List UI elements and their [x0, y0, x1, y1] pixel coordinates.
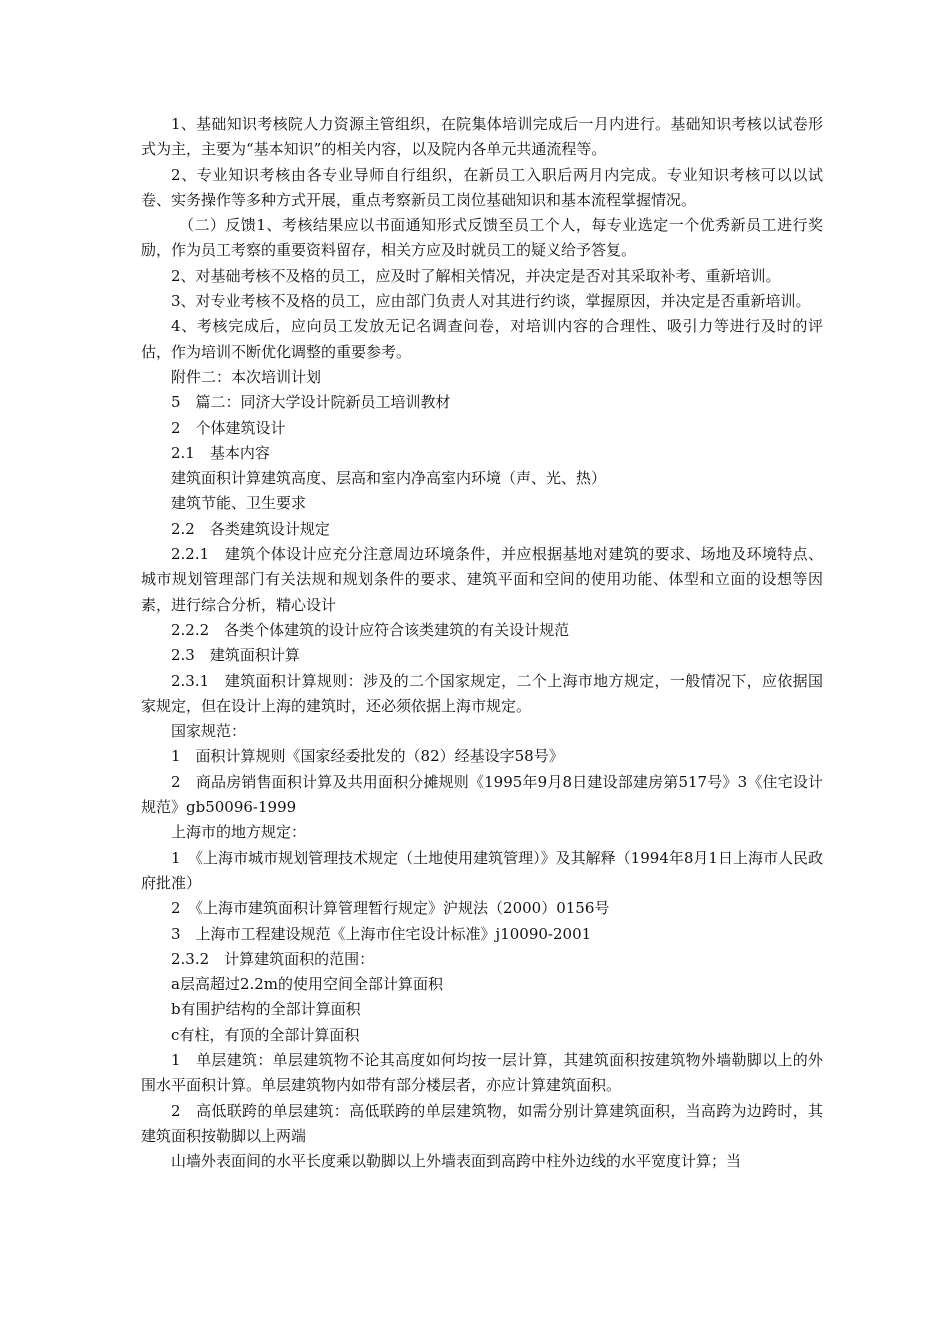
list-item: a层高超过2.2m的使用空间全部计算面积 — [171, 975, 444, 994]
paragraph: 2.2.2 各类个体建筑的设计应符合该类建筑的有关设计规范 — [171, 620, 570, 639]
list-item: b有围护结构的全部计算面积 — [171, 1000, 361, 1019]
list-item: 1 《上海市城市规划管理技术规定（土地使用建筑管理）》及其解释（1994年8月1日上海市人民政府批准） — [141, 848, 823, 892]
section-heading: 2 个体建筑设计 — [171, 418, 286, 437]
list-item: c有柱，有顶的全部计算面积 — [171, 1025, 360, 1044]
list-item: 2 《上海市建筑面积计算管理暂行规定》沪规法（2000）0156号 — [171, 899, 610, 918]
list-item: 3 上海市工程建设规范《上海市住宅设计标准》j10090-2001 — [171, 924, 592, 943]
paragraph: 上海市的地方规定： — [171, 823, 307, 842]
paragraph: 国家规范： — [171, 722, 247, 741]
paragraph: 建筑面积计算建筑高度、层高和室内净高室内环境（声、光、热） — [171, 469, 607, 488]
section-heading: 2.1 基本内容 — [171, 443, 270, 462]
document-page — [141, 112, 823, 1174]
list-item: 2 高低联跨的单层建筑：高低联跨的单层建筑物，如需分别计算建筑面积，当高跨为边跨时，其建筑面积按勒脚以上两端 — [141, 1101, 823, 1145]
paragraph: 山墙外表面间的水平长度乘以勒脚以上外墙表面到高跨中柱外边线的水平宽度计算；当 — [171, 1152, 742, 1171]
paragraph: 2、对基础考核不及格的员工，应及时了解相关情况，并决定是否对其采取补考、重新培训。 — [171, 266, 781, 285]
paragraph: 附件二：本次培训计划 — [171, 367, 322, 386]
section-heading: 5 篇二：同济大学设计院新员工培训教材 — [171, 393, 451, 412]
paragraph: 4、考核完成后，应向员工发放无记名调查问卷，对培训内容的合理性、吸引力等进行及时的评估，作为培训不断优化调整的重要参考。 — [141, 317, 823, 361]
paragraph: 2、专业知识考核由各专业导师自行组织，在新员工入职后两月内完成。专业知识考核可以以试卷、实务操作等多种方式开展，重点考察新员工岗位基础知识和基本流程掌握情况。 — [141, 165, 823, 209]
list-item: 1 单层建筑：单层建筑物不论其高度如何均按一层计算，其建筑面积按建筑物外墙勒脚以上的外围水平面积计算。单层建筑物内如带有部分楼层者，亦应计算建筑面积。 — [141, 1050, 823, 1095]
paragraph: 2.2.1 建筑个体设计应充分注意周边环境条件，并应根据基地对建筑的要求、场地及环境特点、城市规划管理部门有关法规和规划条件的要求、建筑平面和空间的使用功能、体型和立面的设想等因素，进行综合分析，精心设计 — [141, 545, 823, 614]
paragraph: 3、对专业考核不及格的员工，应由部门负责人对其进行约谈，掌握原因，并决定是否重新培训。 — [171, 292, 811, 311]
paragraph: 1、基础知识考核院人力资源主管组织，在院集体培训完成后一月内进行。基础知识考核以试卷形式为主，主要为“基本知识”的相关内容，以及院内各单元共通流程等。 — [141, 115, 823, 159]
paragraph: 建筑节能、卫生要求 — [171, 494, 307, 513]
section-heading: 2.3.2 计算建筑面积的范围： — [171, 949, 375, 968]
section-heading: 2.3 建筑面积计算 — [171, 646, 300, 665]
paragraph: 2.3.1 建筑面积计算规则：涉及的二个国家规定，二个上海市地方规定，一般情况下，应依据国家规定，但在设计上海的建筑时，还必须依据上海市规定。 — [141, 671, 823, 715]
section-heading: 2.2 各类建筑设计规定 — [171, 519, 330, 538]
list-item: 1 面积计算规则《国家经委批发的（82）经基设字58号》 — [171, 747, 564, 766]
paragraph: （二）反馈1、考核结果应以书面通知形式反馈至员工个人，每专业选定一个优秀新员工进行奖励，作为员工考察的重要资料留存，相关方应及时就员工的疑义给予答复。 — [141, 216, 823, 260]
list-item: 2 商品房销售面积计算及共用面积分摊规则《1995年9月8日建设部建房第517号》3《住宅设计规范》gb50096-1999 — [141, 772, 823, 817]
